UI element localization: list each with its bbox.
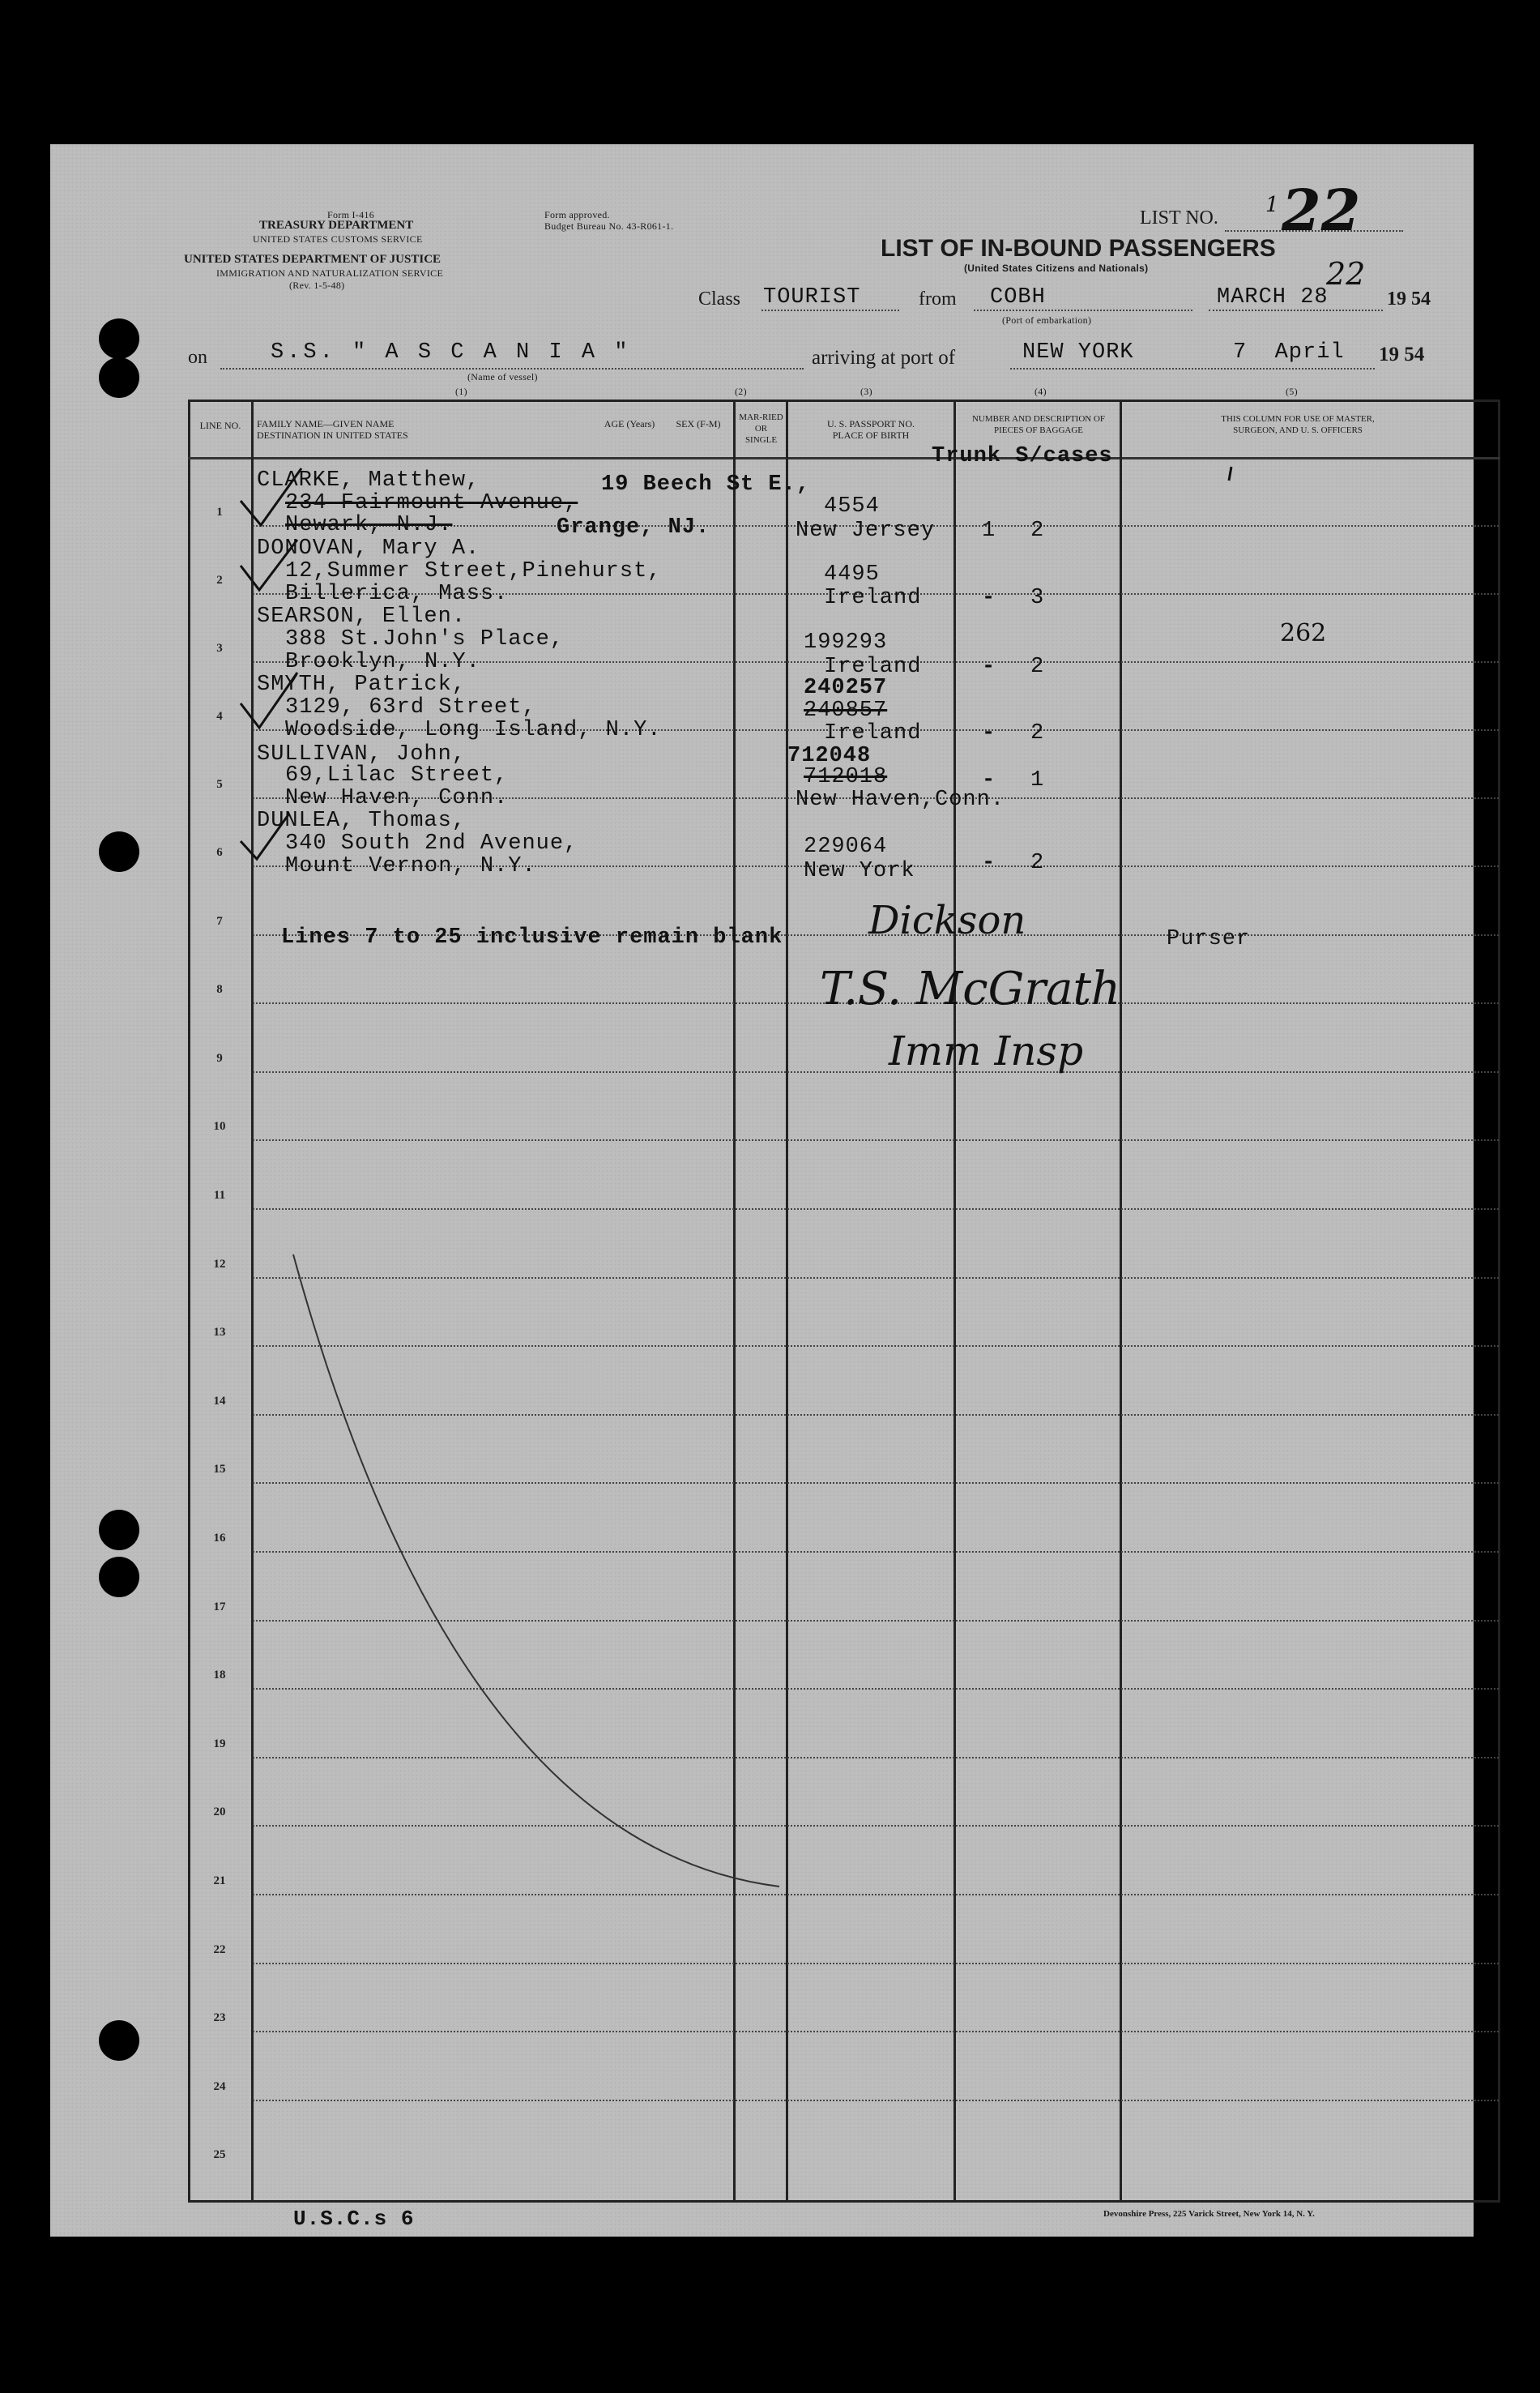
on-label: on	[188, 347, 207, 368]
purser-signature: Dickson	[868, 898, 1026, 943]
case-count: 2	[1030, 519, 1045, 543]
line-number: 5	[216, 778, 223, 791]
line-number: 10	[213, 1120, 226, 1133]
line-number: 2	[216, 574, 223, 587]
birth-place: New York	[804, 859, 915, 883]
form-number: Form I-416	[327, 209, 374, 220]
vessel-caption: (Name of vessel)	[467, 371, 538, 382]
treasury-dept: TREASURY DEPARTMENT	[259, 219, 414, 232]
line-number: 18	[213, 1669, 226, 1682]
line-number: 24	[213, 2080, 226, 2093]
class-value: TOURIST	[763, 285, 861, 310]
budget-bureau: Budget Bureau No. 43-R061-1.	[544, 220, 674, 232]
passport-no: 4554	[824, 494, 880, 519]
port-caption: (Port of embarkation)	[1002, 314, 1092, 326]
from-value: COBH	[990, 285, 1046, 310]
passenger-address: 3129, 63rd Street,	[285, 695, 536, 720]
line-number: 6	[216, 846, 223, 859]
passenger-address: 340 South 2nd Avenue,	[285, 831, 578, 856]
uscs-code: U.S.C.s 6	[293, 2207, 415, 2231]
revision: (Rev. 1-5-48)	[289, 280, 345, 291]
passenger-address-struck: 234 Fairmount Avenue,	[285, 491, 578, 515]
passenger-address-new: 19 Beech St E.,	[601, 472, 811, 497]
officer-note: 262	[1280, 619, 1327, 647]
col-num-3: (3)	[860, 386, 872, 397]
passport-no: 229064	[804, 835, 888, 859]
passenger-name: CLARKE, Matthew,	[257, 468, 480, 493]
trunk-count: -	[982, 851, 996, 875]
line-number: 12	[213, 1258, 226, 1271]
passenger-name: DUNLEA, Thomas,	[257, 809, 467, 833]
case-count: 2	[1030, 851, 1045, 875]
line-number: 20	[213, 1805, 226, 1818]
passenger-city: Brooklyn, N.Y.	[285, 650, 480, 674]
arriving-label: arriving at port of	[812, 347, 956, 369]
check-marks	[50, 144, 1474, 2237]
col-num-5: (5)	[1286, 386, 1298, 397]
birth-place: New Jersey	[796, 519, 936, 543]
passenger-city: Billerica, Mass.	[285, 582, 509, 606]
passenger-city-new: Grange, NJ.	[557, 515, 710, 540]
passenger-name: DONOVAN, Mary A.	[257, 536, 480, 561]
justice-dept: UNITED STATES DEPARTMENT OF JUSTICE	[184, 253, 442, 266]
line-number: 3	[216, 642, 223, 655]
line-number: 14	[213, 1395, 226, 1408]
line-number: 16	[213, 1532, 226, 1545]
line-number: 8	[216, 983, 223, 996]
passenger-city: New Haven, Conn.	[285, 786, 509, 810]
manifest-page	[50, 144, 1474, 2237]
col-header-sex: SEX (F-M)	[676, 418, 721, 429]
passenger-name: SEARSON, Ellen.	[257, 605, 467, 629]
page-title: LIST OF IN-BOUND PASSENGERS	[881, 235, 1276, 262]
passport-no: 712048	[787, 744, 872, 768]
passenger-name: SULLIVAN, John,	[257, 742, 467, 767]
officer-title-signature: Imm Insp	[889, 1028, 1084, 1075]
purser-label: Purser	[1167, 927, 1251, 951]
blank-lines-note: Lines 7 to 25 inclusive remain blank	[281, 925, 783, 950]
passenger-address: 12,Summer Street,Pinehurst,	[285, 559, 662, 583]
col-header-baggage: NUMBER AND DESCRIPTION OF PIECES OF BAGGAGE	[971, 414, 1106, 435]
printer-imprint: Devonshire Press, 225 Varick Street, New York 14, N. Y.	[1103, 2209, 1315, 2219]
col-header-age: AGE (Years)	[604, 418, 655, 429]
trunk-count: -	[982, 768, 996, 793]
line-number: 17	[213, 1600, 226, 1613]
arriving-year: 19 54	[1379, 344, 1425, 365]
customs-service: UNITED STATES CUSTOMS SERVICE	[253, 233, 423, 245]
passenger-name: SMYTH, Patrick,	[257, 673, 467, 697]
case-count: 1	[1030, 768, 1045, 793]
date-year: 19 54	[1387, 288, 1431, 310]
col-header-married: MAR-RIED OR SINGLE	[739, 412, 783, 445]
line-number: 9	[216, 1052, 223, 1065]
trunk-count: -	[982, 586, 996, 610]
passenger-address: 69,Lilac Street,	[285, 763, 509, 788]
birth-place: Ireland	[824, 586, 922, 610]
class-label: Class	[698, 288, 741, 310]
col-header-line-no: LINE NO.	[199, 420, 241, 431]
line-number: 21	[213, 1874, 226, 1887]
line-number: 4	[216, 710, 223, 723]
list-no-value: 22	[1282, 177, 1361, 244]
line-number: 11	[213, 1189, 226, 1202]
col-header-name: FAMILY NAME—GIVEN NAME DESTINATION IN UNITED STATES	[257, 418, 408, 441]
col-num-1: (1)	[455, 386, 467, 397]
passenger-city: Woodside, Long Island, N.Y.	[285, 718, 662, 742]
line-number: 13	[213, 1326, 226, 1339]
date-handwritten: 22	[1326, 256, 1366, 292]
trunk-count: -	[982, 655, 996, 679]
birth-place: Ireland	[824, 721, 922, 746]
passport-no: 240257	[804, 676, 888, 700]
list-no-small: 1	[1265, 193, 1279, 217]
vessel-name: S.S. " A S C A N I A "	[271, 340, 631, 365]
col-num-2: (2)	[735, 386, 747, 397]
trunk-count: 1	[982, 519, 996, 543]
page-subtitle: (United States Citizens and Nationals)	[964, 263, 1149, 274]
birth-place: Ireland	[824, 655, 922, 679]
ins-service: IMMIGRATION AND NATURALIZATION SERVICE	[216, 267, 444, 279]
birth-place: New Haven,Conn.	[796, 788, 1005, 812]
line-number: 19	[213, 1737, 226, 1750]
officer-signature: T.S. McGrath	[820, 963, 1121, 1015]
list-no-label: LIST NO.	[1140, 207, 1218, 229]
case-count: 2	[1030, 721, 1045, 746]
baggage-typed-header: Trunk S/cases	[932, 444, 1113, 468]
passport-no-struck: 712018	[804, 765, 888, 789]
passport-no: 199293	[804, 630, 888, 655]
from-label: from	[919, 288, 957, 310]
line-number: 22	[213, 1943, 226, 1956]
line-number: 1	[216, 506, 223, 519]
passenger-city: Mount Vernon, N.Y.	[285, 854, 536, 878]
date-value: MARCH 28	[1217, 285, 1329, 310]
line-number: 7	[216, 915, 223, 928]
trunk-count: -	[982, 721, 996, 746]
case-count: 3	[1030, 586, 1045, 610]
arriving-date: 7 April	[1233, 340, 1345, 365]
passenger-address: 388 St.John's Place,	[285, 627, 565, 652]
line-number: 23	[213, 2011, 226, 2024]
col-header-passport: U. S. PASSPORT NO. PLACE OF BIRTH	[827, 418, 915, 441]
form-approved: Form approved.	[544, 209, 610, 220]
passport-no-struck: 240857	[804, 699, 888, 723]
col-num-4: (4)	[1034, 386, 1047, 397]
arriving-port: NEW YORK	[1022, 340, 1134, 365]
line-number: 25	[213, 2148, 226, 2161]
line-number: 15	[213, 1463, 226, 1476]
pencil-curve	[293, 1254, 779, 1887]
case-count: 2	[1030, 655, 1045, 679]
passport-no: 4495	[824, 562, 880, 587]
col-header-officers: THIS COLUMN FOR USE OF MASTER, SURGEON, AND U. S. OFFICERS	[1221, 414, 1375, 435]
passenger-city-struck: Newark, N.J.	[285, 513, 453, 537]
